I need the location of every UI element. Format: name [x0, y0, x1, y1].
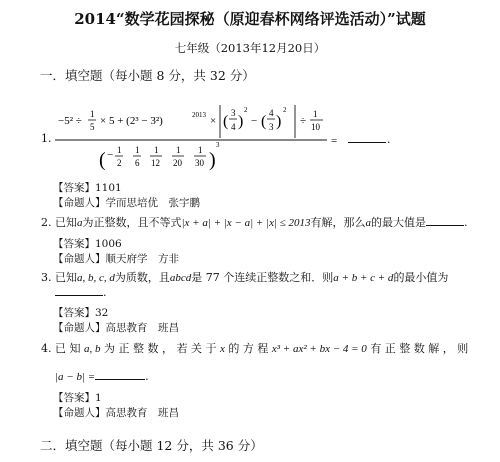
document-subtitle: 七年级（2013年12月20日） — [174, 41, 326, 55]
q1-end: . — [387, 133, 391, 146]
q1-d2-num: 1 — [135, 145, 140, 155]
q3-author: 【命题人】高思教育 班昌 — [53, 322, 179, 334]
q2-inequality: |x + a| + |x − a| + |x| ≤ 2013 — [181, 217, 311, 229]
q4-text-d: 有 正 整 数 解 ， 则 — [370, 342, 469, 355]
q3-text-c: 是 77 个连续正整数之和．则 — [191, 271, 334, 284]
section-1-heading: 一．填空题（每小题 8 分，共 32 分） — [40, 68, 255, 83]
q2-text-c: 有解，那么 — [310, 216, 366, 229]
q1-sq2: 2 — [283, 106, 287, 114]
q2-text-b: 为正整数，且不等式 — [82, 216, 182, 229]
q4-var-x: x — [219, 343, 225, 355]
q3-sum: a + b + c + d — [333, 272, 394, 284]
q4-equation: x³ + ax² + bx − 4 = 0 — [271, 343, 367, 355]
q1-d4-num: 1 — [176, 145, 181, 155]
q4-author: 【命题人】高思教育 班昌 — [53, 407, 179, 419]
q1-minus: − — [251, 115, 258, 127]
q1-d3-num: 1 — [154, 145, 159, 155]
q2-line — [41, 214, 468, 230]
section-2-heading: 二．填空题（每小题 12 分，共 36 分） — [40, 438, 263, 453]
q4-number: 4. — [41, 342, 52, 355]
q1-num-part1: −5² ÷ — [58, 115, 82, 127]
q4-answer-blank — [95, 368, 145, 380]
q2-var-a: a — [77, 217, 83, 229]
q1-f43-num: 4 — [269, 108, 274, 118]
q4-line2 — [55, 368, 149, 383]
q1-f34-num: 3 — [231, 108, 236, 118]
q1-sq1: 2 — [244, 106, 248, 114]
q1-f1-den: 5 — [90, 122, 95, 132]
q1-author: 【命题人】学而思培优 张宇鹏 — [53, 197, 200, 209]
q1-num-part2: × 5 + (2³ − 3²) — [100, 115, 163, 127]
q4-line — [41, 340, 468, 356]
q1-f110-num: 1 — [313, 109, 318, 119]
q1-f34-den: 4 — [231, 122, 236, 132]
q2-author: 【命题人】顺天府学 方非 — [53, 253, 179, 265]
q1-f1-num: 1 — [90, 109, 95, 119]
q1-d3-den: 12 — [151, 158, 160, 168]
q2-end: . — [464, 216, 468, 229]
q3-end: . — [103, 286, 107, 299]
q3-answer: 【答案】32 — [53, 307, 109, 319]
q1-den-paren-r: ) — [209, 149, 216, 171]
q1-equals: = — [331, 135, 338, 147]
q3-text-a: 已知 — [55, 271, 77, 284]
q3-number: 3. — [41, 271, 52, 284]
q4-text-c: 的 方 程 — [228, 342, 269, 355]
q1-d2-den: 6 — [135, 158, 140, 168]
q3-text-d: 的最小值为 — [393, 271, 449, 284]
q4-text-b: 为 正 整 数 ， 若 关 于 — [104, 342, 217, 355]
q3-vars: a, b, c, d — [77, 272, 115, 284]
document-title: 2014“数学花园探秘（原迎春杯网络评选活动）”试题 — [74, 10, 426, 28]
q1-f43-den: 3 — [269, 122, 274, 132]
q1-answer: 【答案】1101 — [53, 182, 122, 194]
q1-answer-blank — [348, 131, 386, 143]
q2-text-d: 的最大值是 — [371, 216, 427, 229]
q4-vars: a, b — [84, 343, 101, 355]
q1-formula — [55, 100, 345, 175]
q1-paren-r1: ) — [238, 113, 244, 130]
q3-line2 — [55, 284, 107, 299]
q1-den-paren-l: ( — [99, 149, 106, 171]
q1-exp-2013: 2013 — [192, 111, 206, 119]
q1-d1-num: 1 — [117, 145, 122, 155]
q1-d5-den: 30 — [195, 158, 204, 168]
q1-paren-l1: ( — [223, 113, 229, 130]
q3-answer-blank — [55, 284, 103, 296]
q4-answer: 【答案】1 — [53, 392, 102, 404]
q1-f110-den: 10 — [311, 122, 320, 132]
q1-den-minus: − — [107, 149, 114, 161]
q1-d4-den: 20 — [173, 158, 182, 168]
q1-times: × — [210, 115, 217, 127]
q3-line — [41, 269, 448, 285]
q1-paren-l2: ( — [261, 113, 267, 130]
q1-d1-den: 2 — [117, 158, 122, 168]
q4-abs-expr: |a − b| = — [55, 371, 96, 383]
q4-text-a: 已 知 — [55, 342, 81, 355]
q2-answer: 【答案】1006 — [53, 238, 122, 250]
q1-den-exp: 3 — [216, 141, 220, 149]
q2-number: 2. — [41, 216, 52, 229]
q1-paren-r2: ) — [276, 113, 282, 130]
q4-end: . — [145, 370, 149, 383]
q3-abcd: abcd — [169, 272, 192, 284]
q1-div: ÷ — [300, 115, 307, 127]
q1-d5-num: 1 — [198, 145, 203, 155]
q2-var-a2: a — [365, 217, 372, 229]
q2-text-a: 已知 — [55, 216, 77, 229]
q3-text-b: 为质数，且 — [114, 271, 170, 284]
q1-number: 1. — [41, 132, 52, 145]
q2-answer-blank — [426, 214, 464, 226]
